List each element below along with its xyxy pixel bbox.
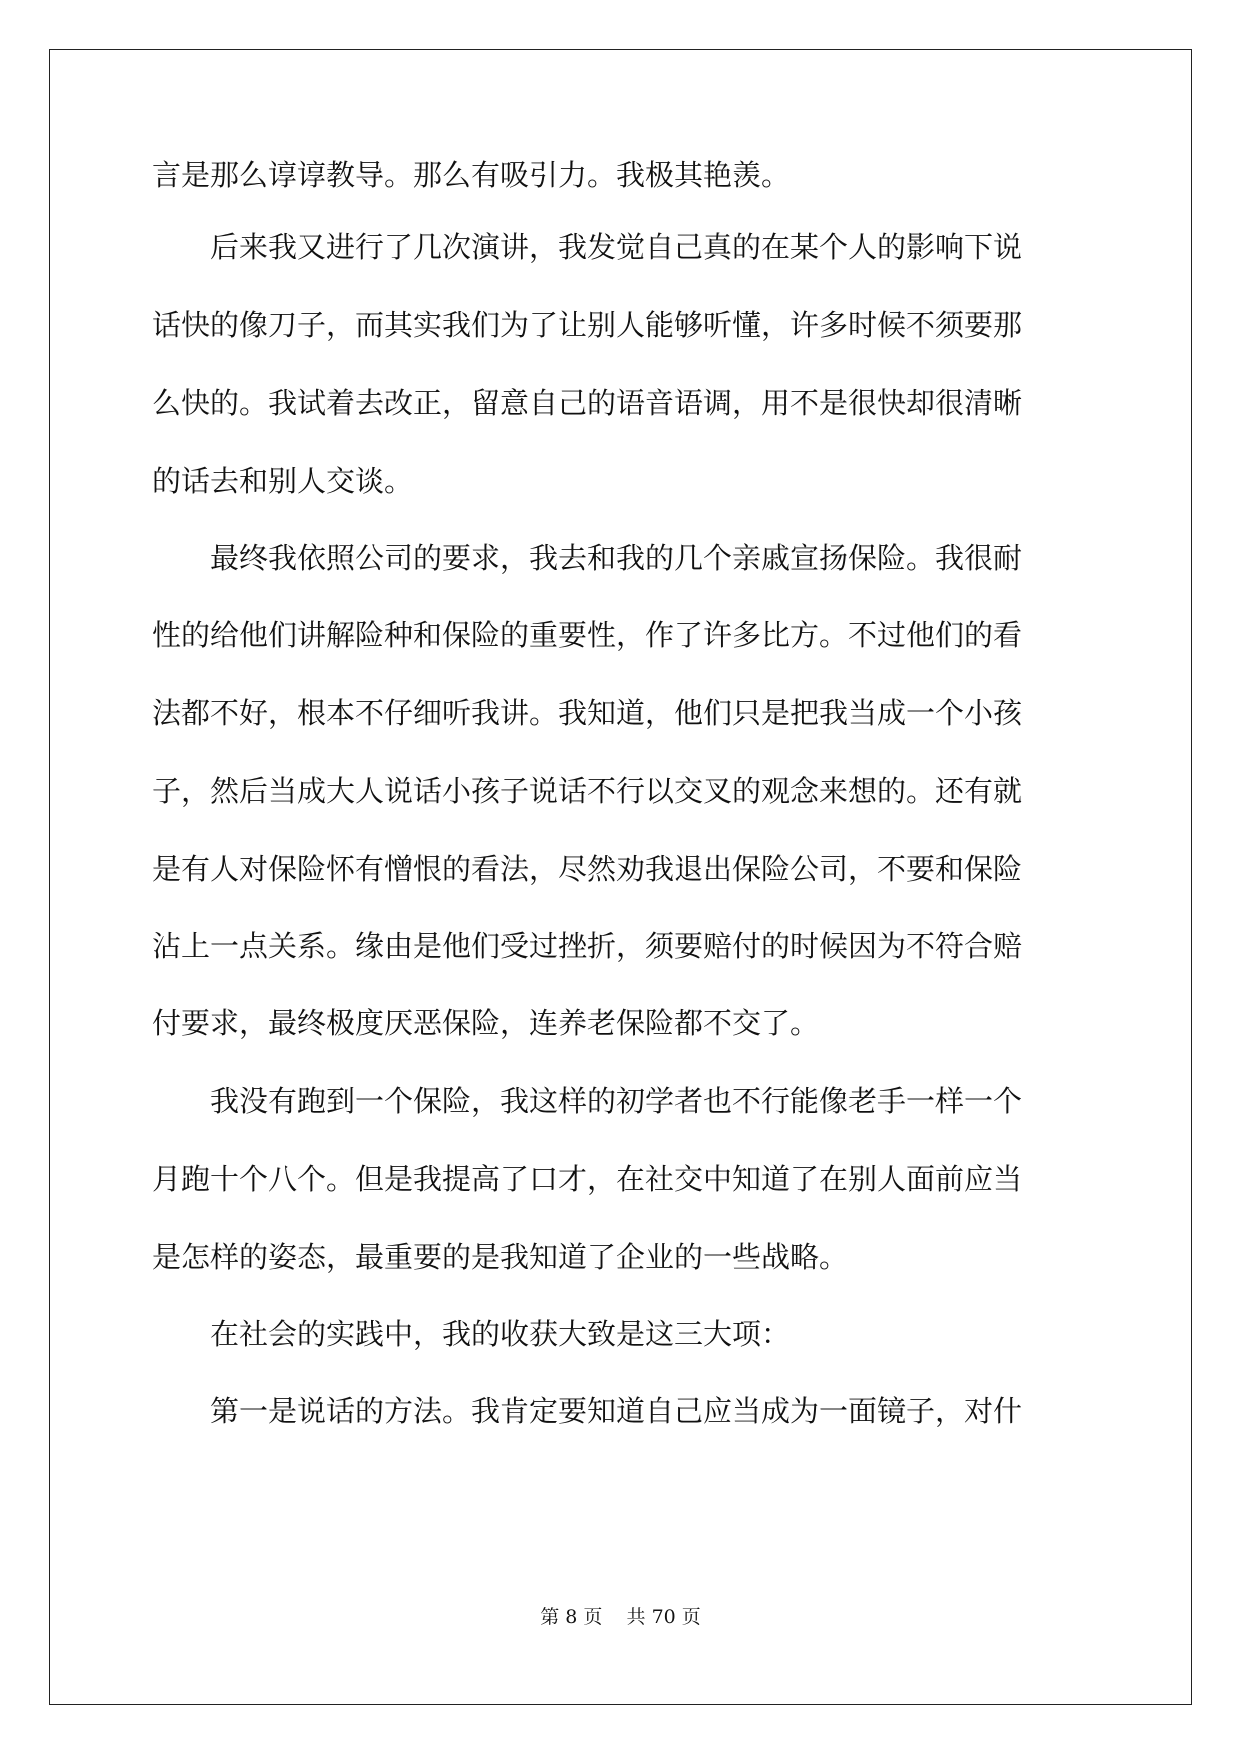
body-line-12: 付要求，最终极度厌恶保险，连养老保险都不交了。 xyxy=(152,1006,820,1040)
total-pages: 共 70 页 xyxy=(626,1606,701,1628)
body-line-6: 最终我依照公司的要求，我去和我的几个亲戚宣扬保险。我很耐 xyxy=(152,541,1023,575)
body-line-4: 么快的。我试着去改正，留意自己的语音语调，用不是很快却很清晰 xyxy=(152,386,1023,420)
body-line-15: 是怎样的姿态，最重要的是我知道了企业的一些战略。 xyxy=(152,1240,849,1274)
body-line-17: 第一是说话的方法。我肯定要知道自己应当成为一面镜子，对什 xyxy=(152,1394,1023,1428)
page-footer xyxy=(0,1602,1241,1629)
body-line-8: 法都不好，根本不仔细听我讲。我知道，他们只是把我当成一个小孩 xyxy=(152,696,1023,730)
body-line-14: 月跑十个八个。但是我提高了口才，在社交中知道了在别人面前应当 xyxy=(152,1162,1023,1196)
body-line-11: 沾上一点关系。缘由是他们受过挫折，须要赔付的时候因为不符合赔 xyxy=(152,929,1023,963)
body-line-2: 后来我又进行了几次演讲，我发觉自己真的在某个人的影响下说 xyxy=(152,230,1023,264)
body-line-7: 性的给他们讲解险种和保险的重要性，作了许多比方。不过他们的看 xyxy=(152,618,1023,652)
body-line-5: 的话去和别人交谈。 xyxy=(152,464,414,498)
page-number: 第 8 页 xyxy=(540,1606,603,1628)
body-line-10: 是有人对保险怀有憎恨的看法，尽然劝我退出保险公司，不要和保险 xyxy=(152,852,1023,886)
body-line-9: 子，然后当成大人说话小孩子说话不行以交叉的观念来想的。还有就 xyxy=(152,774,1023,808)
body-line-3: 话快的像刀子，而其实我们为了让别人能够听懂，许多时候不须要那 xyxy=(152,308,1023,342)
body-line-1: 言是那么谆谆教导。那么有吸引力。我极其艳羡。 xyxy=(152,158,791,192)
body-line-16: 在社会的实践中，我的收获大致是这三大项： xyxy=(152,1317,791,1351)
body-line-13: 我没有跑到一个保险，我这样的初学者也不行能像老手一样一个 xyxy=(152,1084,1023,1118)
